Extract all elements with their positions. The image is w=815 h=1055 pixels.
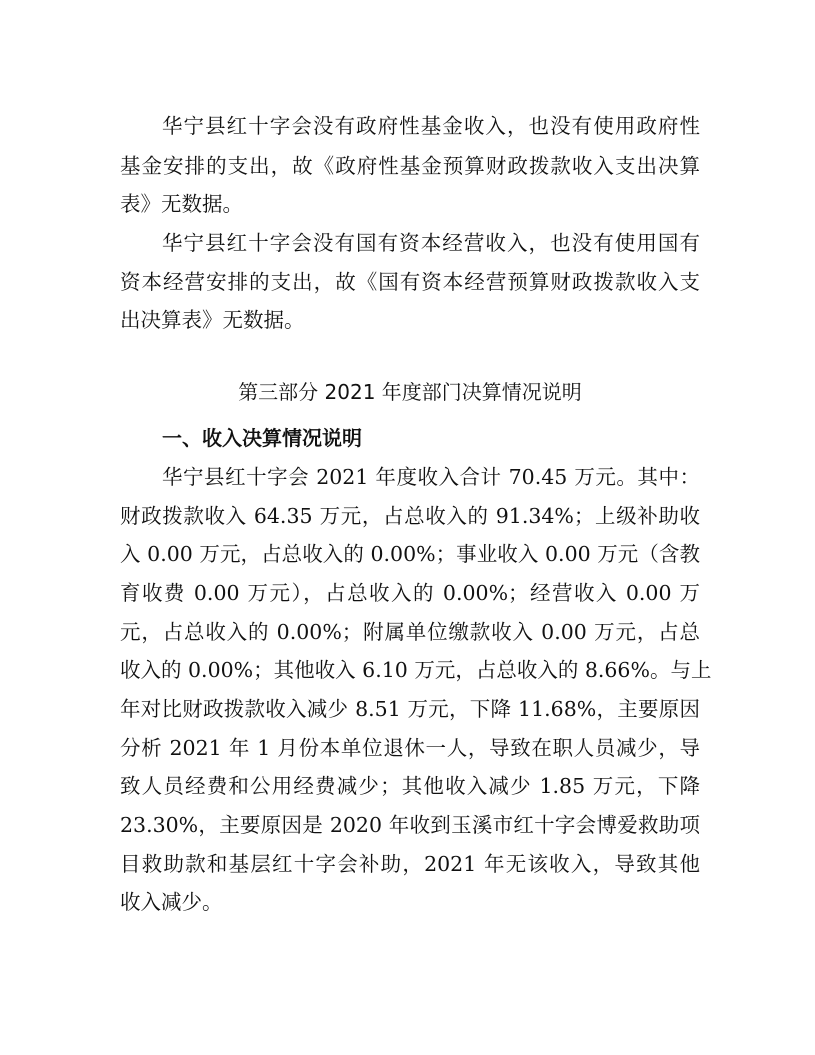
section-title: 第三部分 2021 年度部门决算情况说明 <box>238 380 582 404</box>
paragraph-3-line-5: 元，占总收入的 0.00%；附属单位缴款收入 0.00 万元，占总 <box>120 620 700 644</box>
paragraph-3-line-10: 23.30%，主要原因是 2020 年收到玉溪市红十字会博爱救助项 <box>120 813 700 837</box>
paragraph-3-line-3: 入 0.00 万元，占总收入的 0.00%；事业收入 0.00 万元（含教 <box>120 542 700 566</box>
paragraph-3-line-4: 育收费 0.00 万元），占总收入的 0.00%；经营收入 0.00 万 <box>120 581 700 605</box>
paragraph-3-line-8: 分析 2021 年 1 月份本单位退休一人，导致在职人员减少，导 <box>120 736 700 760</box>
section-heading: 一、收入决算情况说明 <box>162 426 362 450</box>
paragraph-3-line-6: 收入的 0.00%；其他收入 6.10 万元，占总收入的 8.66%。与上 <box>120 658 712 682</box>
paragraph-2-line-3: 出决算表》无数据。 <box>120 308 305 332</box>
paragraph-2-line-2: 资本经营安排的支出，故《国有资本经营预算财政拨款收入支 <box>120 270 700 294</box>
paragraph-3-line-11: 目救助款和基层红十字会补助，2021 年无该收入，导致其他 <box>120 852 700 876</box>
paragraph-2-line-1: 华宁县红十字会没有国有资本经营收入，也没有使用国有 <box>162 231 700 255</box>
paragraph-3-line-9: 致人员经费和公用经费减少；其他收入减少 1.85 万元，下降 <box>120 774 700 798</box>
paragraph-1-line-3: 表》无数据。 <box>120 192 243 216</box>
paragraph-3-line-2: 财政拨款收入 64.35 万元，占总收入的 91.34%；上级补助收 <box>120 504 700 528</box>
paragraph-3-line-12: 收入减少。 <box>120 890 223 914</box>
paragraph-1-line-1: 华宁县红十字会没有政府性基金收入，也没有使用政府性 <box>162 114 700 138</box>
paragraph-1-line-2: 基金安排的支出，故《政府性基金预算财政拨款收入支出决算 <box>120 154 700 178</box>
paragraph-3-line-1: 华宁县红十字会 2021 年度收入合计 70.45 万元。其中： <box>162 465 700 489</box>
paragraph-3-line-7: 年对比财政拨款收入减少 8.51 万元，下降 11.68%，主要原因 <box>120 697 700 721</box>
